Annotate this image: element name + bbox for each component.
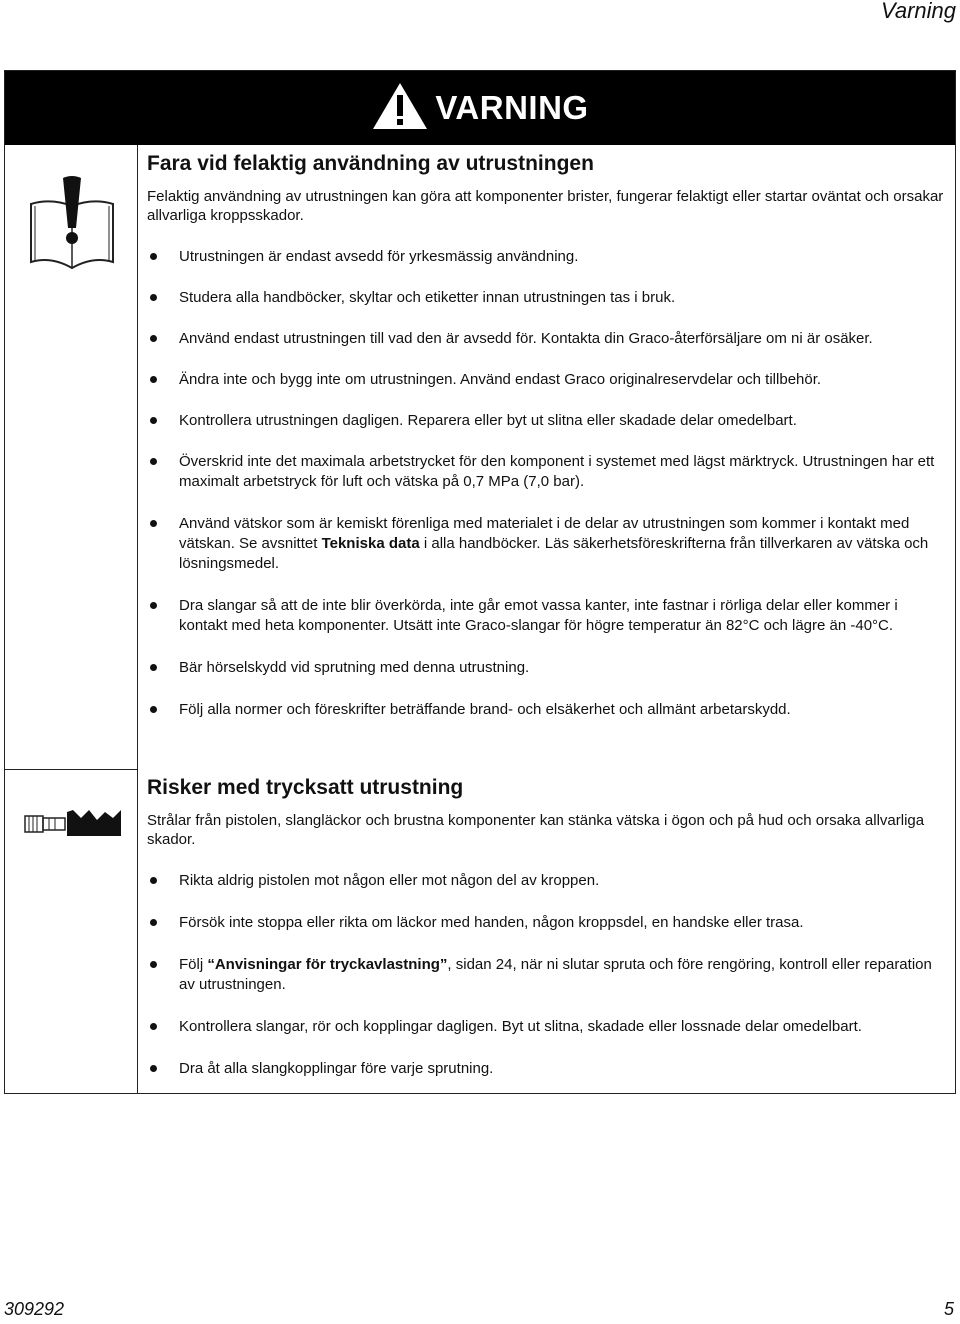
column-divider xyxy=(137,145,138,1093)
page-number: 5 xyxy=(943,1299,954,1319)
list-item: Bär hörselskydd vid sprutning med denna utrustning. xyxy=(147,658,947,678)
section-pressure xyxy=(147,775,947,1079)
text-run: i alla handböcker. Läs säkerhetsföreskrifterna från tillverkaren av vätska och lösningsmedel. xyxy=(179,535,929,572)
read-manual-warning-icon xyxy=(27,176,117,281)
list-item: Försök inte stoppa eller rikta om läckor med handen, någon kroppsdel, en handske eller trasa. xyxy=(147,913,947,933)
list-item: Ändra inte och bygg inte om utrustningen. Använd endast Graco originalreservdelar och tillbehör. xyxy=(147,370,947,390)
list-item: Kontrollera utrustningen dagligen. Reparera eller byt ut slitna eller skadade delar omedelbart. xyxy=(147,411,947,431)
list-item: Följ alla normer och föreskrifter beträffande brand- och elsäkerhet och allmänt arbetarskydd. xyxy=(147,700,947,720)
text-run: Använd vätskor som är kemiskt förenliga med materialet i de delar av utrustningen som kommer i kontakt med vätskan. Se avsnittet xyxy=(179,515,910,552)
section-misuse xyxy=(147,151,947,720)
list-item: Använd endast utrustningen till vad den är avsedd för. Kontakta din Graco-återförsäljare om ni är osäker. xyxy=(147,329,947,349)
text-run: , sidan 24, när ni slutar spruta och före rengöring, kontroll eller reparation av utrustningen. xyxy=(179,956,932,993)
list-item: Studera alla handböcker, skyltar och etiketter innan utrustningen tas i bruk. xyxy=(147,288,947,308)
list-item: Utrustningen är endast avsedd för yrkesmässig användning. xyxy=(147,247,947,267)
warning-banner xyxy=(5,71,955,145)
section-misuse-intro: Felaktig användning av utrustningen kan göra att komponenter brister, fungerar felaktigt eller startar oväntat och orsakar allvarliga kroppsskador. xyxy=(147,188,944,224)
warning-triangle-icon xyxy=(371,81,429,136)
warning-banner-label: VARNING xyxy=(435,89,589,126)
section-pressure-title: Risker med trycksatt utrustning xyxy=(147,776,464,799)
list-item xyxy=(147,514,947,574)
list-item: Överskrid inte det maximala arbetstrycket för den komponent i systemet med lägst märktryck. Utrustningen har ett maximalt arbetstryck för luft och vätska på 0,7 MPa (7,0 bar). xyxy=(147,452,947,492)
section-pressure-list xyxy=(147,871,947,1079)
pressurized-hose-icon xyxy=(23,806,123,847)
list-item xyxy=(147,955,947,995)
list-item: Rikta aldrig pistolen mot någon eller mot någon del av kroppen. xyxy=(147,871,947,891)
bold-reference: “Anvisningar för tryckavlastning” xyxy=(207,956,448,973)
list-item: Kontrollera slangar, rör och kopplingar dagligen. Byt ut slitna, skadade eller lossnade delar omedelbart. xyxy=(147,1017,947,1037)
section-pressure-intro: Strålar från pistolen, slangläckor och brustna komponenter kan stänka vätska i ögon och på hud och orsaka allvarliga skador. xyxy=(147,812,925,848)
text-run: Följ xyxy=(179,956,208,973)
section-misuse-title: Fara vid felaktig användning av utrustningen xyxy=(147,152,594,175)
icon-column-divider xyxy=(5,769,137,770)
section-misuse-list xyxy=(147,247,947,720)
list-item: Dra åt alla slangkopplingar före varje sprutning. xyxy=(147,1059,947,1079)
list-item: Dra slangar så att de inte blir överkörda, inte går emot vassa kanter, inte fastnar i rörliga delar eller kommer i kontakt med heta komponenter. Utsätt inte Graco-slangar för högre temperatur än 82°C och lägre än -40°C. xyxy=(147,596,947,636)
document-number: 309292 xyxy=(4,1299,65,1319)
page-header-title: Varning xyxy=(880,0,956,23)
warning-box xyxy=(4,70,956,1094)
bold-reference: Tekniska data xyxy=(321,535,420,552)
